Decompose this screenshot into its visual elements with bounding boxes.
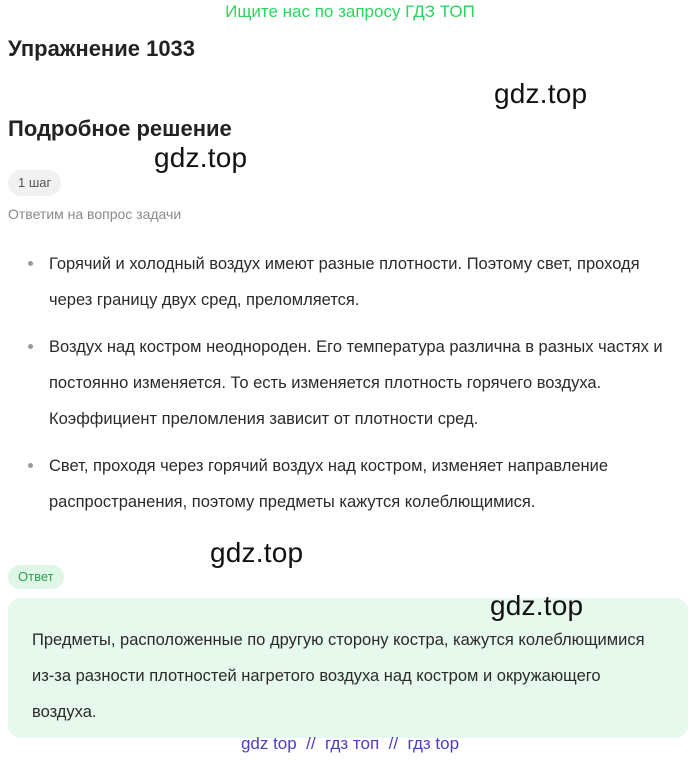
watermark: gdz.top — [494, 78, 588, 109]
watermark: gdz.top — [154, 142, 248, 173]
exercise-title: Упражнение 1033 — [8, 36, 196, 61]
answer-badge: Ответ — [8, 565, 64, 589]
section-title: Подробное решение — [8, 116, 232, 141]
list-item: Горячий и холодный воздух имеют разные плотности. Поэтому свет, проходя через границу двух сред, преломляется. — [28, 246, 678, 318]
top-banner[interactable]: Ищите нас по запросу ГДЗ ТОП — [225, 2, 475, 21]
question-label: Ответим на вопрос задачи — [8, 206, 182, 222]
watermark: gdz.top — [490, 590, 584, 621]
list-item: Воздух над костром неоднороден. Его температура различна в разных частях и постоянно изменяется. То есть изменяется плотность горячего воздуха. Коэффициент преломления зависит от плотности сред. — [28, 329, 678, 437]
watermark: gdz.top — [210, 537, 304, 568]
list-item: Свет, проходя через горячий воздух над костром, изменяет направление распространения, поэтому предметы кажутся колеблющимися. — [28, 448, 678, 520]
step-badge: 1 шаг — [8, 170, 61, 196]
footer-links[interactable]: gdz top // гдз топ // гдз top — [240, 734, 460, 753]
solution-list — [28, 246, 678, 531]
answer-text: Предметы, расположенные по другую сторону костра, кажутся колеблющимися из-за разности плотностей нагретого воздуха над костром и окружающего воздуха. — [32, 631, 645, 721]
